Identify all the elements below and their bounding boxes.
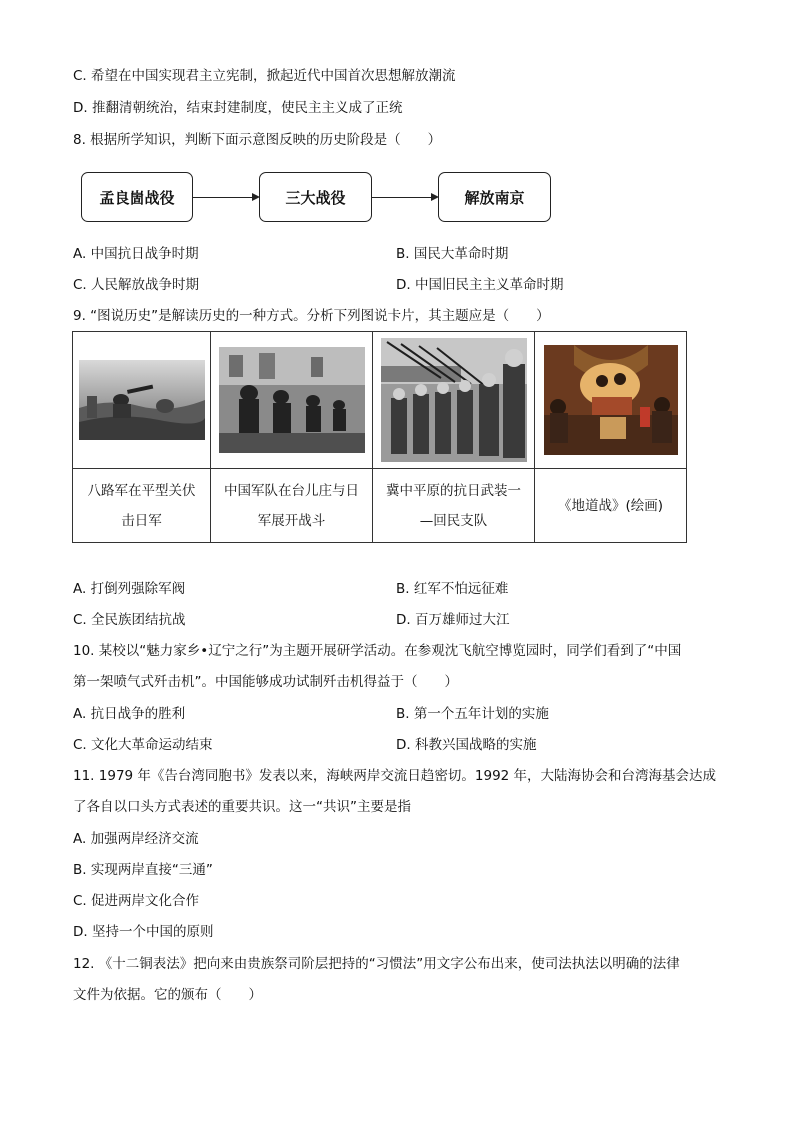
flow-box-menglianggu: 孟良崮战役 bbox=[81, 172, 193, 222]
card-caption-1-line2: 击日军 bbox=[121, 512, 162, 529]
card-caption-1 bbox=[73, 469, 211, 543]
q9-option-a: A. 打倒列强除军阀 bbox=[73, 581, 186, 597]
pingxingguan-photo bbox=[79, 360, 205, 440]
card-caption-2 bbox=[211, 469, 373, 543]
q10-stem-line1: 10. 某校以“魅力家乡•辽宁之行”为主题开展研学活动。在参观沈飞航空博览园时，同学们看到了“中国 bbox=[73, 643, 682, 659]
card-photo-cell-3 bbox=[373, 332, 535, 469]
picture-cards-table bbox=[72, 331, 687, 543]
card-caption-4 bbox=[535, 469, 687, 543]
q11-option-a: A. 加强两岸经济交流 bbox=[73, 831, 199, 847]
q8-option-a: A. 中国抗日战争时期 bbox=[73, 246, 199, 262]
huimin-detachment-photo bbox=[381, 338, 527, 462]
flow-arrow-2 bbox=[372, 197, 437, 198]
q11-option-d: D. 坚持一个中国的原则 bbox=[73, 924, 214, 940]
tunnel-warfare-painting bbox=[544, 345, 678, 455]
card-photo-cell-4 bbox=[535, 332, 687, 469]
q11-stem-line1: 11. 1979 年《告台湾同胞书》发表以来，海峡两岸交流日趋密切。1992 年，大陆海协会和台湾海基会达成 bbox=[73, 768, 717, 784]
q10-option-a: A. 抗日战争的胜利 bbox=[73, 706, 186, 722]
card-caption-3 bbox=[373, 469, 535, 543]
card-caption-3-line2: —回民支队 bbox=[419, 512, 488, 529]
q11-option-b: B. 实现两岸直接“三通” bbox=[73, 862, 213, 878]
q11-option-c: C. 促进两岸文化合作 bbox=[73, 893, 200, 909]
q8-option-d: D. 中国旧民主主义革命时期 bbox=[396, 277, 564, 293]
flow-box-nanjing: 解放南京 bbox=[438, 172, 551, 222]
q8-stem: 8. 根据所学知识，判断下面示意图反映的历史阶段是（ ） bbox=[73, 132, 442, 148]
card-caption-1-line1: 八路军在平型关伏 bbox=[87, 482, 196, 499]
card-caption-2-line2: 军展开战斗 bbox=[257, 512, 326, 529]
q12-stem-line2: 文件为依据。它的颁布（ ） bbox=[73, 987, 262, 1003]
q9-option-d: D. 百万雄师过大江 bbox=[396, 612, 510, 628]
flow-arrow-1 bbox=[193, 197, 258, 198]
q7-option-c: C. 希望在中国实现君主立宪制，掀起近代中国首次思想解放潮流 bbox=[73, 68, 456, 84]
q8-option-b: B. 国民大革命时期 bbox=[396, 246, 509, 262]
card-photo-cell-1 bbox=[73, 332, 211, 469]
card-caption-4-line1: 《地道战》(绘画) bbox=[557, 497, 664, 514]
q10-stem-line2: 第一架喷气式歼击机”。中国能够成功试制歼击机得益于（ ） bbox=[73, 674, 458, 690]
q10-option-c: C. 文化大革命运动结束 bbox=[73, 737, 213, 753]
q7-option-d: D. 推翻清朝统治，结束封建制度，使民主主义成了正统 bbox=[73, 100, 403, 116]
card-photo-cell-2 bbox=[211, 332, 373, 469]
q9-stem: 9. “图说历史”是解读历史的一种方式。分析下列图说卡片，其主题应是（ ） bbox=[73, 308, 550, 324]
q10-option-d: D. 科教兴国战略的实施 bbox=[396, 737, 537, 753]
taierzhuang-photo bbox=[219, 347, 365, 453]
q11-stem-line2: 了各自以口头方式表述的重要共识。这一“共识”主要是指 bbox=[73, 799, 411, 815]
q9-option-c: C. 全民族团结抗战 bbox=[73, 612, 186, 628]
q8-option-c: C. 人民解放战争时期 bbox=[73, 277, 200, 293]
card-caption-3-line1: 冀中平原的抗日武装一 bbox=[386, 482, 521, 499]
card-caption-2-line1: 中国军队在台儿庄与日 bbox=[224, 482, 359, 499]
q9-option-b: B. 红军不怕远征难 bbox=[396, 581, 509, 597]
flow-box-three-campaigns: 三大战役 bbox=[259, 172, 372, 222]
q12-stem-line1: 12. 《十二铜表法》把向来由贵族祭司阶层把持的“习惯法”用文字公布出来，使司法执法以明确的法律 bbox=[73, 956, 680, 972]
q10-option-b: B. 第一个五年计划的实施 bbox=[396, 706, 549, 722]
